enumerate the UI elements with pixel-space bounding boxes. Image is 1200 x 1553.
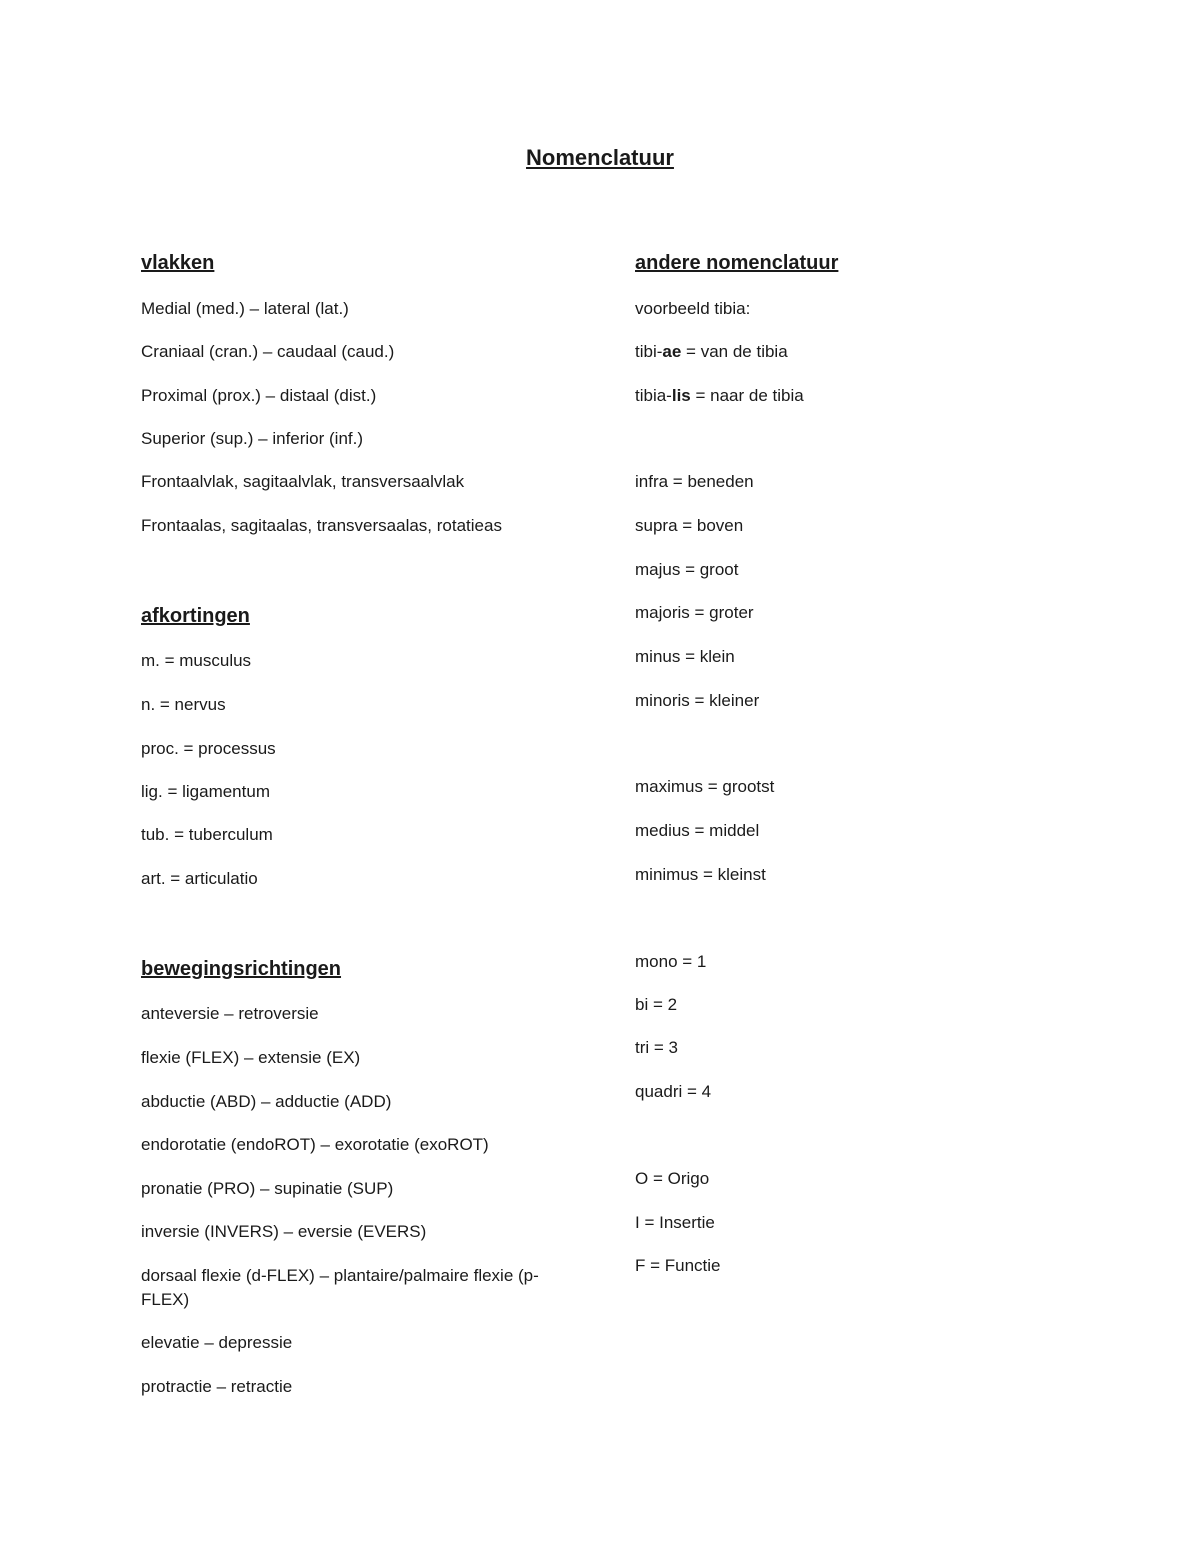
list-item: maximus = grootst bbox=[635, 777, 775, 796]
list-item: infra = beneden bbox=[635, 472, 754, 491]
list-item: elevatie – depressie bbox=[141, 1333, 293, 1352]
list-item: lig. = ligamentum bbox=[141, 782, 270, 801]
list-item: tub. = tuberculum bbox=[141, 825, 273, 844]
list-item: Proximal (prox.) – distaal (dist.) bbox=[141, 386, 377, 405]
list-item: tri = 3 bbox=[635, 1038, 678, 1057]
list-item: quadri = 4 bbox=[635, 1082, 712, 1101]
list-item: I = Insertie bbox=[635, 1213, 715, 1232]
term-prefix: tibia- bbox=[635, 386, 672, 405]
heading-bewegingsrichtingen: bewegingsrichtingen bbox=[141, 958, 342, 980]
list-item: minimus = kleinst bbox=[635, 865, 766, 884]
term-meaning: = van de tibia bbox=[681, 342, 788, 361]
list-item: Craniaal (cran.) – caudaal (caud.) bbox=[141, 342, 395, 361]
list-item: F = Functie bbox=[635, 1256, 721, 1275]
heading-vlakken: vlakken bbox=[141, 252, 215, 274]
list-item: bi = 2 bbox=[635, 995, 678, 1014]
document-title: Nomenclatuur bbox=[526, 145, 674, 170]
term-meaning: = naar de tibia bbox=[690, 386, 804, 405]
list-item bbox=[635, 340, 788, 364]
term-prefix: tibi- bbox=[635, 342, 663, 361]
list-item: protractie – retractie bbox=[141, 1377, 293, 1396]
list-item: majoris = groter bbox=[635, 603, 754, 622]
term-suffix: ae bbox=[662, 342, 682, 361]
list-item: flexie (FLEX) – extensie (EX) bbox=[141, 1048, 361, 1067]
example-label: voorbeeld tibia: bbox=[635, 299, 751, 318]
list-item: endorotatie (endoROT) – exorotatie (exoROT) bbox=[141, 1135, 489, 1154]
list-item: art. = articulatio bbox=[141, 869, 258, 888]
list-item: pronatie (PRO) – supinatie (SUP) bbox=[141, 1179, 394, 1198]
list-item: n. = nervus bbox=[141, 695, 226, 714]
list-item: O = Origo bbox=[635, 1169, 710, 1188]
term-suffix: lis bbox=[671, 386, 691, 405]
list-item: abductie (ABD) – adductie (ADD) bbox=[141, 1092, 392, 1111]
list-item: medius = middel bbox=[635, 821, 760, 840]
list-item: minus = klein bbox=[635, 647, 735, 666]
list-item: supra = boven bbox=[635, 516, 744, 535]
list-item: majus = groot bbox=[635, 560, 739, 579]
list-item: minoris = kleiner bbox=[635, 691, 760, 710]
list-item: proc. = processus bbox=[141, 739, 276, 758]
list-item: m. = musculus bbox=[141, 651, 252, 670]
list-item: dorsaal flexie (d-FLEX) – plantaire/palmaire flexie (p-FLEX) bbox=[141, 1266, 539, 1309]
list-item: Frontaalas, sagitaalas, transversaalas, rotatieas bbox=[141, 516, 502, 535]
list-item: inversie (INVERS) – eversie (EVERS) bbox=[141, 1222, 427, 1241]
list-item: Frontaalvlak, sagitaalvlak, transversaalvlak bbox=[141, 472, 465, 491]
list-item: Superior (sup.) – inferior (inf.) bbox=[141, 429, 364, 448]
list-item: anteversie – retroversie bbox=[141, 1004, 319, 1023]
list-item: mono = 1 bbox=[635, 952, 707, 971]
heading-afkortingen: afkortingen bbox=[141, 605, 250, 627]
heading-andere-nomenclatuur: andere nomenclatuur bbox=[635, 252, 839, 274]
list-item: Medial (med.) – lateral (lat.) bbox=[141, 299, 349, 318]
list-item bbox=[635, 384, 804, 408]
